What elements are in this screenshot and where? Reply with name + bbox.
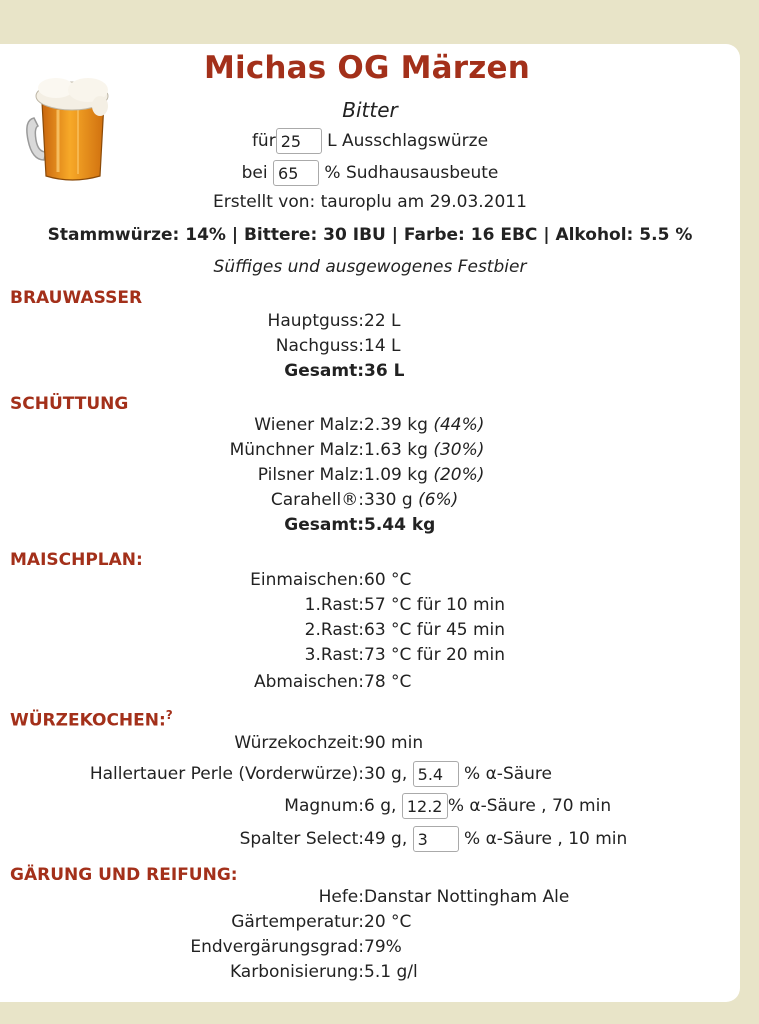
section-maischplan: MAISCHPLAN: (10, 550, 143, 570)
malt-percent: (44%) (433, 415, 485, 435)
fermentation-row (0, 912, 740, 936)
mash-row (0, 570, 740, 594)
water-label: Nachguss: (275, 336, 364, 356)
mash-step-value: 57 °C für 10 min (364, 595, 506, 615)
malt-row (0, 465, 740, 489)
alpha-acid-input[interactable]: 3 (413, 826, 459, 852)
malt-total-value: 5.44 kg (364, 515, 436, 535)
hop-suffix: % α-Säure , 10 min (464, 829, 628, 849)
mash-step-value: 78 °C (364, 672, 412, 692)
hop-row (0, 759, 740, 789)
malt-label: Carahell®: (270, 490, 364, 510)
malt-label: Pilsner Malz: (257, 465, 364, 485)
recipe-stats: Stammwürze: 14% | Bittere: 30 IBU | Farbe: 16 EBC | Alkohol: 5.5 % (47, 225, 693, 245)
section-wuerzekochen (10, 708, 173, 731)
malt-total-row (0, 515, 740, 539)
section-gaerung: GÄRUNG UND REIFUNG: (10, 865, 238, 885)
water-row (0, 311, 740, 335)
water-label: Hauptguss: (267, 311, 364, 331)
fermentation-label: Endvergärungsgrad: (190, 937, 364, 957)
hop-amount: 6 g, (364, 796, 397, 816)
malt-percent: (30%) (433, 440, 485, 460)
mash-row (0, 595, 740, 619)
alpha-acid-input[interactable]: 12.2 (402, 793, 448, 819)
volume-suffix: L Ausschlagswürze (327, 131, 489, 151)
fermentation-label: Gärtemperatur: (231, 912, 364, 932)
recipe-card (0, 44, 740, 1002)
recipe-description: Süffiges und ausgewogenes Festbier (213, 257, 527, 277)
volume-input[interactable]: 25 (276, 128, 322, 154)
fermentation-row (0, 937, 740, 961)
fermentation-label: Hefe: (318, 887, 364, 907)
malt-amount: 1.63 kg (364, 440, 428, 460)
fermentation-value: Danstar Nottingham Ale (364, 887, 570, 907)
section-brauwasser: BRAUWASSER (10, 288, 143, 308)
efficiency-input[interactable]: 65 (273, 160, 319, 186)
author-line: Erstellt von: tauroplu am 29.03.2011 (213, 192, 527, 212)
malt-percent: (20%) (433, 465, 485, 485)
hop-suffix: % α-Säure , 70 min (447, 796, 612, 816)
malt-label: Wiener Malz: (254, 415, 364, 435)
malt-row (0, 490, 740, 514)
malt-percent: (6%) (418, 490, 459, 510)
hop-row (0, 824, 740, 854)
malt-total-label: Gesamt: (284, 515, 364, 535)
water-total-row (0, 361, 740, 385)
water-total-value: 36 L (364, 361, 405, 381)
malt-label: Münchner Malz: (229, 440, 364, 460)
mash-step-value: 73 °C für 20 min (364, 645, 506, 665)
boil-time-label: Würzekochzeit: (234, 733, 364, 753)
water-value: 14 L (364, 336, 401, 356)
wuerzekochen-heading-text: WÜRZEKOCHEN: (10, 710, 166, 731)
water-row (0, 336, 740, 360)
malt-amount: 1.09 kg (364, 465, 428, 485)
malt-amount: 2.39 kg (364, 415, 428, 435)
volume-prefix: für (251, 131, 276, 151)
fermentation-value: 79% (364, 937, 402, 957)
malt-amount: 330 g (364, 490, 413, 510)
hop-label: Hallertauer Perle (Vorderwürze): (89, 764, 364, 784)
boil-time-row (0, 733, 740, 757)
mash-row (0, 645, 740, 669)
hop-amount: 49 g, (364, 829, 408, 849)
mash-step-value: 60 °C (364, 570, 412, 590)
malt-row (0, 415, 740, 439)
mash-step-value: 63 °C für 45 min (364, 620, 506, 640)
water-total-label: Gesamt: (284, 361, 364, 381)
hop-suffix: % α-Säure (464, 764, 553, 784)
efficiency-prefix: bei (241, 163, 268, 183)
volume-line (0, 128, 740, 154)
mash-step-label: Abmaischen: (253, 672, 364, 692)
efficiency-line (0, 160, 740, 186)
hop-label: Magnum: (284, 796, 364, 816)
fermentation-value: 5.1 g/l (364, 962, 418, 982)
fermentation-value: 20 °C (364, 912, 412, 932)
mash-step-label: 2.Rast: (304, 620, 364, 640)
water-value: 22 L (364, 311, 401, 331)
efficiency-suffix: % Sudhausausbeute (324, 163, 499, 183)
help-icon[interactable]: ? (165, 708, 173, 722)
mash-step-label: 3.Rast: (304, 645, 364, 665)
hop-row (0, 791, 740, 821)
recipe-style: Bitter (342, 98, 398, 122)
fermentation-label: Karbonisierung: (229, 962, 364, 982)
mash-step-label: 1.Rast: (304, 595, 364, 615)
recipe-title: Michas OG Märzen (203, 50, 531, 86)
hop-amount: 30 g, (364, 764, 408, 784)
section-schuettung: SCHÜTTUNG (10, 394, 129, 414)
hop-label: Spalter Select: (239, 829, 364, 849)
fermentation-row (0, 887, 740, 911)
boil-time-value: 90 min (364, 733, 424, 753)
mash-step-label: Einmaischen: (250, 570, 364, 590)
alpha-acid-input[interactable]: 5.4 (413, 761, 459, 787)
malt-row (0, 440, 740, 464)
fermentation-row (0, 962, 740, 986)
mash-row (0, 620, 740, 644)
mash-row (0, 672, 740, 696)
